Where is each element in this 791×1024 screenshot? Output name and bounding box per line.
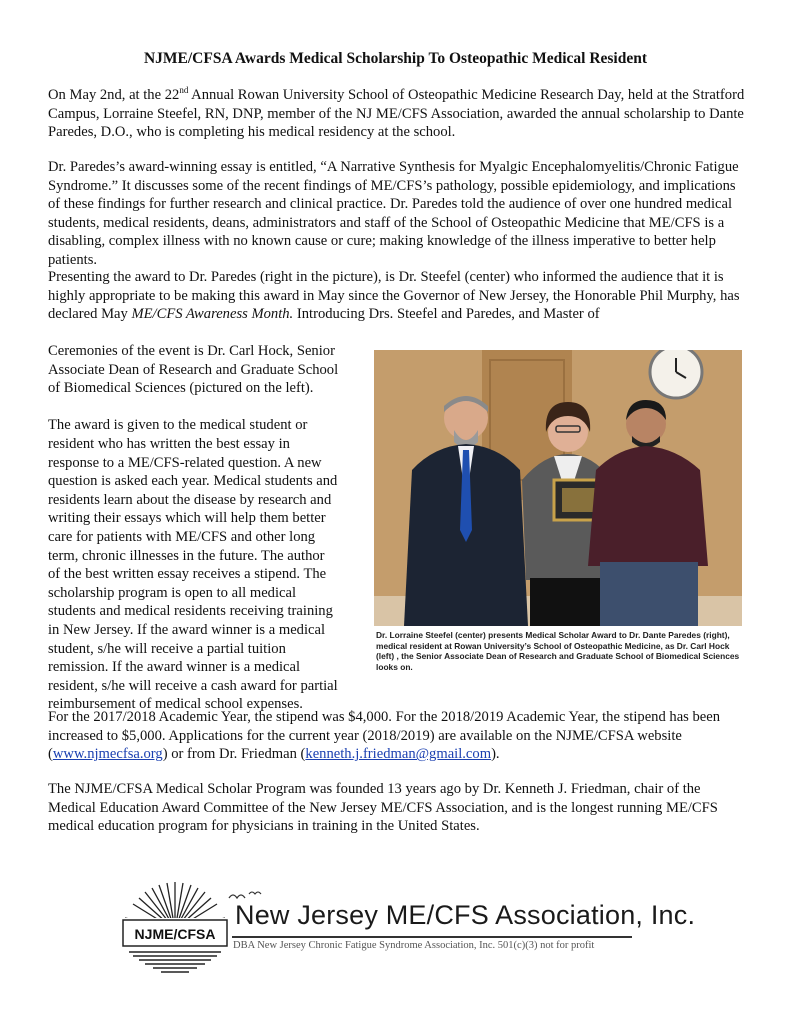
column-line: reimbursement of medical school expenses. xyxy=(48,696,303,713)
association-name: New Jersey ME/CFS Association, Inc. xyxy=(235,900,696,930)
paragraph-program-history: The NJME/CFSA Medical Scholar Program was founded 13 years ago by Dr. Kenneth J. Friedman, chair of the Medical Education Award Committee of the New Jersey ME/CFS Association, and is the longest running ME/CFS medical education program for physicians in training in the United States. xyxy=(48,781,718,835)
divider xyxy=(232,936,632,938)
column-line: remission. If the award winner is a medical xyxy=(48,659,301,676)
column-line: The award is given to the medical student or xyxy=(48,417,308,434)
paragraph-stipend xyxy=(48,708,748,764)
column-line: resident, s/he will receive a cash award for partial xyxy=(48,677,338,694)
column-line: question is asked each year. Medical students and xyxy=(48,473,338,490)
dba-statement: DBA New Jersey Chronic Fatigue Syndrome Association, Inc. 501(c)(3) not for profit xyxy=(233,940,595,951)
column-line: residents learn about the disease by research and xyxy=(48,491,332,508)
column-line: of Biomedical Sciences (pictured on the left). xyxy=(48,380,314,397)
column-line: resident who has written the best essay in xyxy=(48,435,290,452)
column-line: response to a ME/CFS-related question. A new xyxy=(48,454,322,471)
article-title: NJME/CFSA Awards Medical Scholarship To Osteopathic Medical Resident xyxy=(143,50,648,67)
award-photo xyxy=(374,350,742,626)
presenting-text-b: Introducing Drs. Steefel and Paredes, and Master of xyxy=(293,306,600,323)
intro-text-b: Annual Rowan University School of Osteopathic Medicine Research Day, held at the Stratford Campus, Lorraine Steefel, RN, DNP, member of the NJ ME/CFS Association, awarded the annual scholarship to Dante Paredes, D.O., who is completing his medical residency at the school. xyxy=(48,87,745,141)
column-line: term, chronic illnesses in the future. The author xyxy=(48,547,325,564)
award-photo-illustration xyxy=(374,350,742,626)
column-line: Associate Dean of Research and Graduate School xyxy=(48,361,339,378)
ordinal-superscript: nd xyxy=(179,85,189,96)
paragraph-presenting xyxy=(48,268,748,324)
column-line: of the best written essay receives a stipend. The xyxy=(48,566,327,583)
column-line: student, s/he will receive a partial tuition xyxy=(48,640,286,657)
stipend-text-c: ). xyxy=(491,746,500,763)
column-line: care for patients with ME/CFS and other long xyxy=(48,528,316,545)
column-line: in New Jersey. If the award winner is a medical xyxy=(48,621,326,638)
njmecfsa-website-link[interactable]: www.njmecfsa.org xyxy=(52,746,163,763)
column-line: writing their essays which will help them better xyxy=(48,510,326,527)
paragraph-intro xyxy=(48,86,748,142)
column-line: Ceremonies of the event is Dr. Carl Hock, Senior xyxy=(48,343,335,359)
paragraph-essay: Dr. Paredes’s award-winning essay is entitled, “A Narrative Synthesis for Myalgic Encephalomyelitis/Chronic Fatigue Syndrome.” It discusses some of the recent findings of ME/CFS’s pathology, possible epidemiology, and implications of these findings for further research and clinical practice. Dr. Paredes told the audience of over one hundred medical students, medical residents, deans, administrators and staff of the School of Osteopathic Medicine that ME/CFS is a disabling, complex illness with no known cause or cure; making knowledge of the illness imperative to better help patients. xyxy=(48,159,739,268)
column-line: students and medical residents receiving training xyxy=(48,603,333,620)
association-logo xyxy=(115,880,696,980)
friedman-email-link[interactable]: kenneth.j.friedman@gmail.com xyxy=(305,746,492,763)
column-line: scholarship program is open to all medical xyxy=(48,584,297,601)
svg-text:NJME/CFSA: NJME/CFSA xyxy=(134,926,216,942)
photo-caption: Dr. Lorraine Steefel (center) presents Medical Scholar Award to Dr. Dante Paredes (right), medical resident at Rowan University’s School of Osteopathic Medicine, as Dr. Carl Hock (left) , the Senior Associate Dean of Research and Graduate School of Biomedical Sciences looks on. xyxy=(376,630,740,672)
intro-text-a: On May 2nd, at the 22 xyxy=(48,87,180,103)
presenting-text-a: Presenting the award to Dr. Paredes (right in the picture), is Dr. Steefel (center) who informed the audience that it is highly appropriate to be making this award in May since the Governor of New Jersey, the Honorable Phil Murphy, has declared May xyxy=(48,269,740,323)
sun-logo-icon xyxy=(115,880,235,980)
stipend-text-b: ) or from Dr. Friedman ( xyxy=(162,746,306,763)
awareness-month-text: ME/CFS Awareness Month. xyxy=(131,306,294,323)
stipend-text-a: For the 2017/2018 Academic Year, the stipend was $4,000. For the 2018/2019 Academic Year, the stipend has been increased to $5,000. Applications for the current year (2018/2019) are available on the NJME/CFSA website ( xyxy=(48,709,721,763)
